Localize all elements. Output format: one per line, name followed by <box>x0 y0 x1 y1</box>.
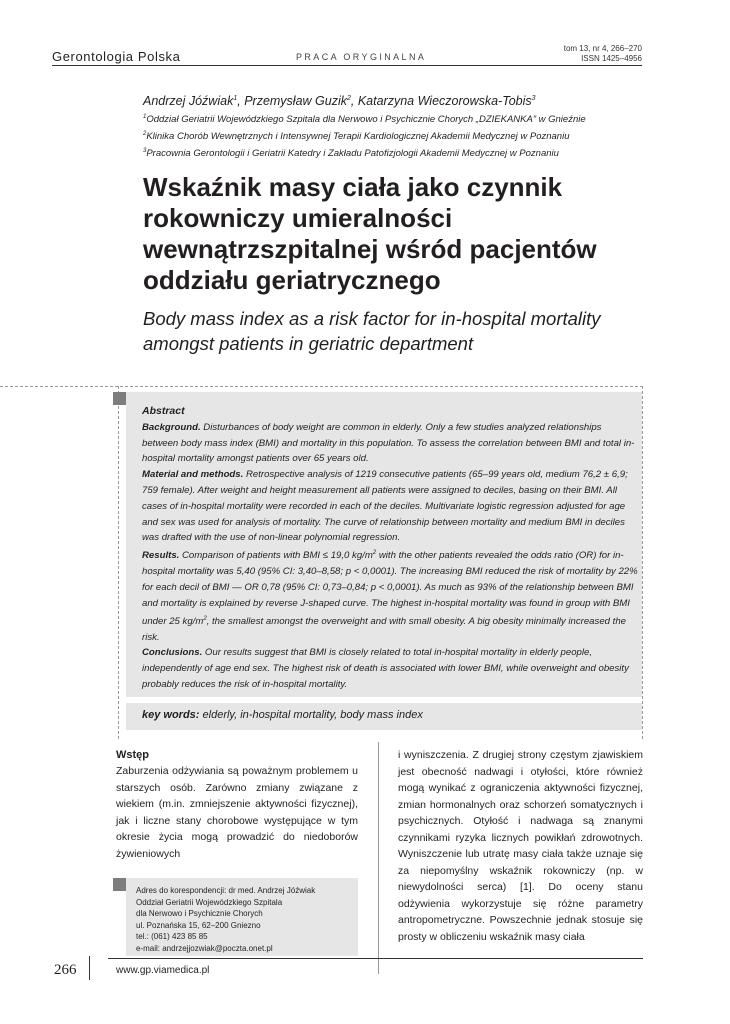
affiliation-number: 2 <box>143 131 147 138</box>
correspondence <box>136 885 315 954</box>
page-number: 266 <box>54 962 77 978</box>
affiliation-text: Oddział Geriatrii Wojewódzkiego Szpitala dla Nerwowo i Psychicznie Chorych „DZIEKANKA” w Gnieźnie <box>146 114 586 126</box>
abstract-label: Conclusions. <box>142 647 203 659</box>
author-affil-ref: 1 <box>233 94 238 102</box>
correspondence-line: Oddział Geriatrii Wojewódzkiego Szpitala <box>136 897 283 907</box>
body-paragraph: Zaburzenia odżywiania są poważnym problemem u starszych osób. Zarówno zmiany związane z wiekiem (m.in. zmniejszenie aktywności fizycznej), jak i liczne stany chorobowe występujące w tym okresie życia mogą prowadzić do niedoborów żywieniowych <box>116 765 358 860</box>
section-marker <box>113 878 126 891</box>
abstract-text: Disturbances of body weight are common in elderly. Only a few studies analyzed relationships between body mass index (BMI) and mortality in this population. To assess the correlation between BMI and total in-hospital mortality amongst patients over 65 years old. <box>142 421 635 465</box>
author-list <box>143 94 643 108</box>
correspondence-line: tel.: (061) 423 85 85 <box>136 932 208 941</box>
abstract-label: Results. <box>142 550 180 562</box>
correspondence-line: ul. Poznańska 15, 62–200 Gniezno <box>136 920 261 930</box>
author: Przemysław Guzik <box>244 94 347 108</box>
abstract-background <box>142 420 638 467</box>
abstract-heading: Abstract <box>142 405 185 417</box>
affiliation-number: 1 <box>143 114 147 120</box>
abstract-text: , the smallest amongst the overweight and with small obesity. A big obesity minimally increased the risk. <box>142 615 626 643</box>
body-column-right <box>398 747 643 945</box>
dashed-guide-right <box>642 386 643 739</box>
affiliation-text: Pracownia Gerontologii i Geriatrii Katedry i Zakładu Patofizjologii Akademii Medycznej w Poznaniu <box>146 148 559 160</box>
abstract-label: Material and methods. <box>142 469 244 481</box>
abstract-label: Background. <box>142 421 201 433</box>
author: Andrzej Jóźwiak <box>143 94 234 108</box>
keywords <box>142 709 423 721</box>
body-column-left <box>116 747 358 862</box>
dashed-guide-horizontal <box>0 386 643 387</box>
superscript: 2 <box>372 550 377 557</box>
keywords-text: elderly, in-hospital mortality, body mass index <box>199 709 423 721</box>
journal-url-link[interactable]: www.gp.viamedica.pl <box>116 965 210 976</box>
affiliation-text: Klinika Chorób Wewnętrznych i Intensywnej Terapii Kardiologicznej Akademii Medycznej w Poznaniu <box>146 131 570 143</box>
section-marker <box>113 392 126 405</box>
affiliation <box>143 144 648 161</box>
body-paragraph: i wyniszczenia. Z drugiej strony częstym zjawiskiem jest obecność nadwagi i otyłości, które również mogą wynikać z ograniczenia aktywności fizycznej, zmian hormonalnych oraz schorzeń somatycznych i psychicznych. Otyłość i nadwaga są znanymi czynnikami ryzyka licznych powikłań zdrowotnych. Wyniszczenie lub utratę masy ciała także uznaje się za niepomyślny wskaźnik rokowniczy (np. w niewydolności serca) [1]. Do oceny stanu odżywienia wykorzystuje się różne parametry antropometryczne. Powszechnie jednak stosuje się prosty w obliczeniu wskaźnik masy ciała <box>398 749 643 943</box>
author-separator: , <box>350 94 358 108</box>
journal-name: Gerontologia Polska <box>52 49 181 64</box>
title-polish: Wskaźnik masy ciała jako czynnik rokowniczy umieralności wewnątrzszpitalnej wśród pacjentów oddziału geriatrycznego <box>143 172 597 295</box>
author-affil-ref: 2 <box>346 94 351 102</box>
abstract-text: Our results suggest that BMI is closely related to total in-hospital mortality in elderly people, independently of age end sex. The highest risk of death is associated with lower BMI, while overweight and obesity probably reduces the risk of in-hospital mortality. <box>142 647 629 690</box>
abstract-text: with the other patients revealed the odds ratio (OR) for in-hospital mortality was 5,40 (95% CI: 3,40–8,58; p < 0,0001). The increasing BMI reduced the risk of mortality by 22% for each decil of BMI — OR 0,78 (95% CI: 0,73–0,84; p < 0,0001). As much as 93% of the relationship between BMI and mortality is explained by reverse J-shaped curve. The highest in-hospital mortality was found in group with BMI under 25 kg/m <box>142 550 638 627</box>
title-english: Body mass index as a risk factor for in-hospital mortality amongst patients in geriatric department <box>143 308 601 354</box>
volume-info: tom 13, nr 4, 266–270 <box>563 44 642 53</box>
header-rule <box>52 65 642 66</box>
dashed-guide-left <box>118 386 119 739</box>
abstract <box>142 404 638 693</box>
affiliation <box>143 127 648 144</box>
footer-vertical-rule <box>89 956 90 980</box>
issue-info <box>564 44 642 64</box>
abstract-text: Retrospective analysis of 1219 consecutive patients (65–99 years old, medium 76,2 ± 6,9; 759 female). After weight and height measurement all patients were assigned to deciles, basing on their BMI. All cases of in-hospital mortality were recorded in each of the deciles. Multivariate logistic regression adjusted for age and sex was used for analysis of mortality. The curve of relationship between mortality and medium BMI in deciles was drafted with the use of non-linear polynomial regression. <box>142 469 628 544</box>
article-type: PRACA ORYGINALNA <box>296 52 427 62</box>
superscript: 2 <box>203 615 207 622</box>
affiliation <box>143 110 648 127</box>
correspondence-line: dla Nerwowo i Psychicznie Chorych <box>136 909 263 918</box>
abstract-conclusions <box>142 645 638 692</box>
abstract-text: Comparison of patients with BMI ≤ 19,0 kg/m <box>179 550 373 562</box>
author-separator: , <box>237 94 245 108</box>
abstract-results <box>142 546 638 645</box>
section-heading: Wstęp <box>116 749 149 761</box>
author: Katarzyna Wieczorowska-Tobis <box>357 94 532 108</box>
footer-rule <box>108 958 643 959</box>
affiliation-number: 3 <box>143 148 147 155</box>
abstract-methods <box>142 467 638 546</box>
issn: ISSN 1425–4956 <box>581 54 642 63</box>
keywords-label: key words: <box>142 709 200 721</box>
column-divider <box>378 742 379 974</box>
affiliations <box>143 110 648 161</box>
correspondence-line: Adres do korespondencji: dr med. Andrzej Jóźwiak <box>136 886 316 895</box>
author-affil-ref: 3 <box>531 94 536 102</box>
correspondence-email[interactable]: e-mail: andrzejjozwiak@poczta.onet.pl <box>136 943 273 953</box>
